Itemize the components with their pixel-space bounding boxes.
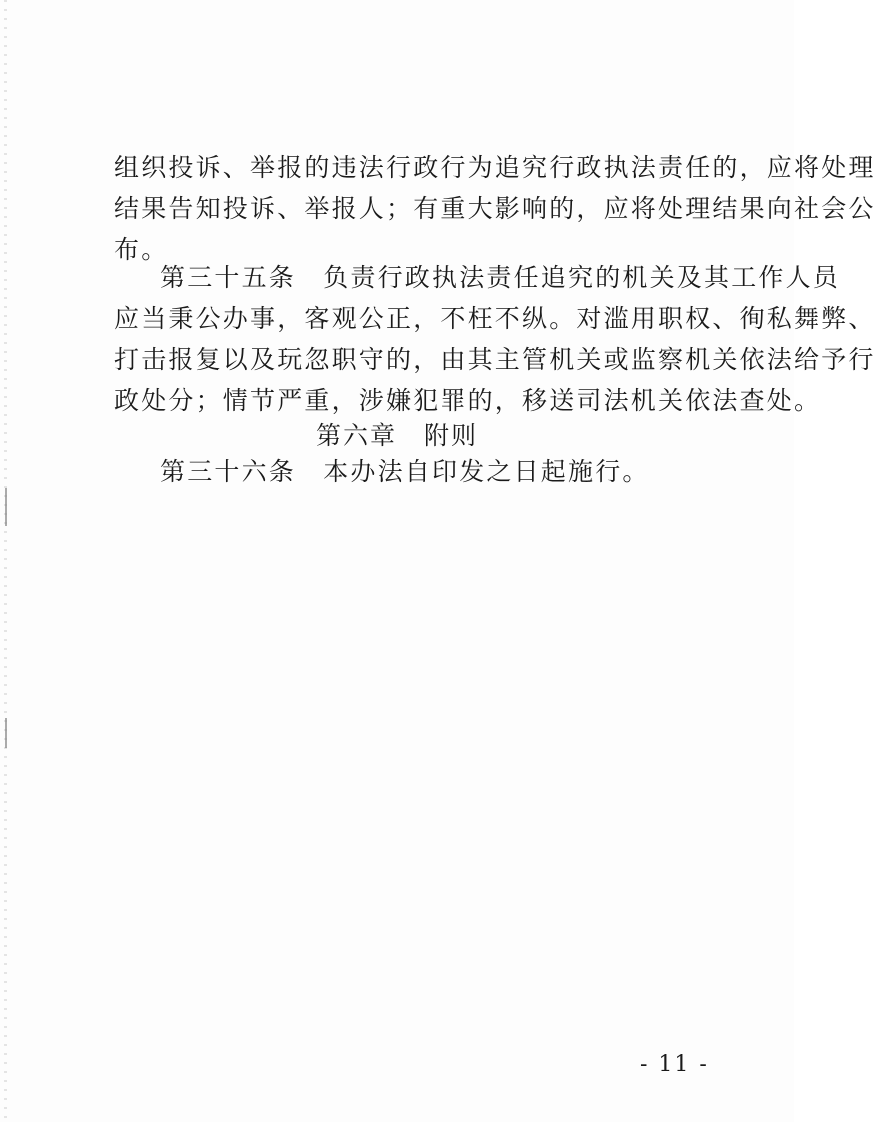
text-line: 组织投诉、举报的违法行政行为追究行政执法责任的，应将处理 xyxy=(114,153,876,182)
text-line: 结果告知投诉、举报人；有重大影响的，应将处理结果向社会公 xyxy=(114,194,876,223)
text-line: 应当秉公办事，客观公正，不枉不纵。对滥用职权、徇私舞弊、 xyxy=(114,304,876,333)
chapter-heading: 第六章 附则 xyxy=(315,421,478,450)
scan-artifact xyxy=(5,488,7,526)
text-line: 打击报复以及玩忽职守的，由其主管机关或监察机关依法给予行 xyxy=(114,345,876,374)
text-line: 布。 xyxy=(114,235,169,264)
scan-artifact xyxy=(5,718,7,748)
scan-edge-marks xyxy=(4,0,7,1122)
page-number: - 11 - xyxy=(640,1052,709,1077)
text-line: 政处分；情节严重，涉嫌犯罪的，移送司法机关依法查处。 xyxy=(114,386,822,415)
article-heading-line: 第三十五条 负责行政执法责任追究的机关及其工作人员 xyxy=(160,263,841,292)
article-heading-line: 第三十六条 本办法自印发之日起施行。 xyxy=(160,457,650,486)
